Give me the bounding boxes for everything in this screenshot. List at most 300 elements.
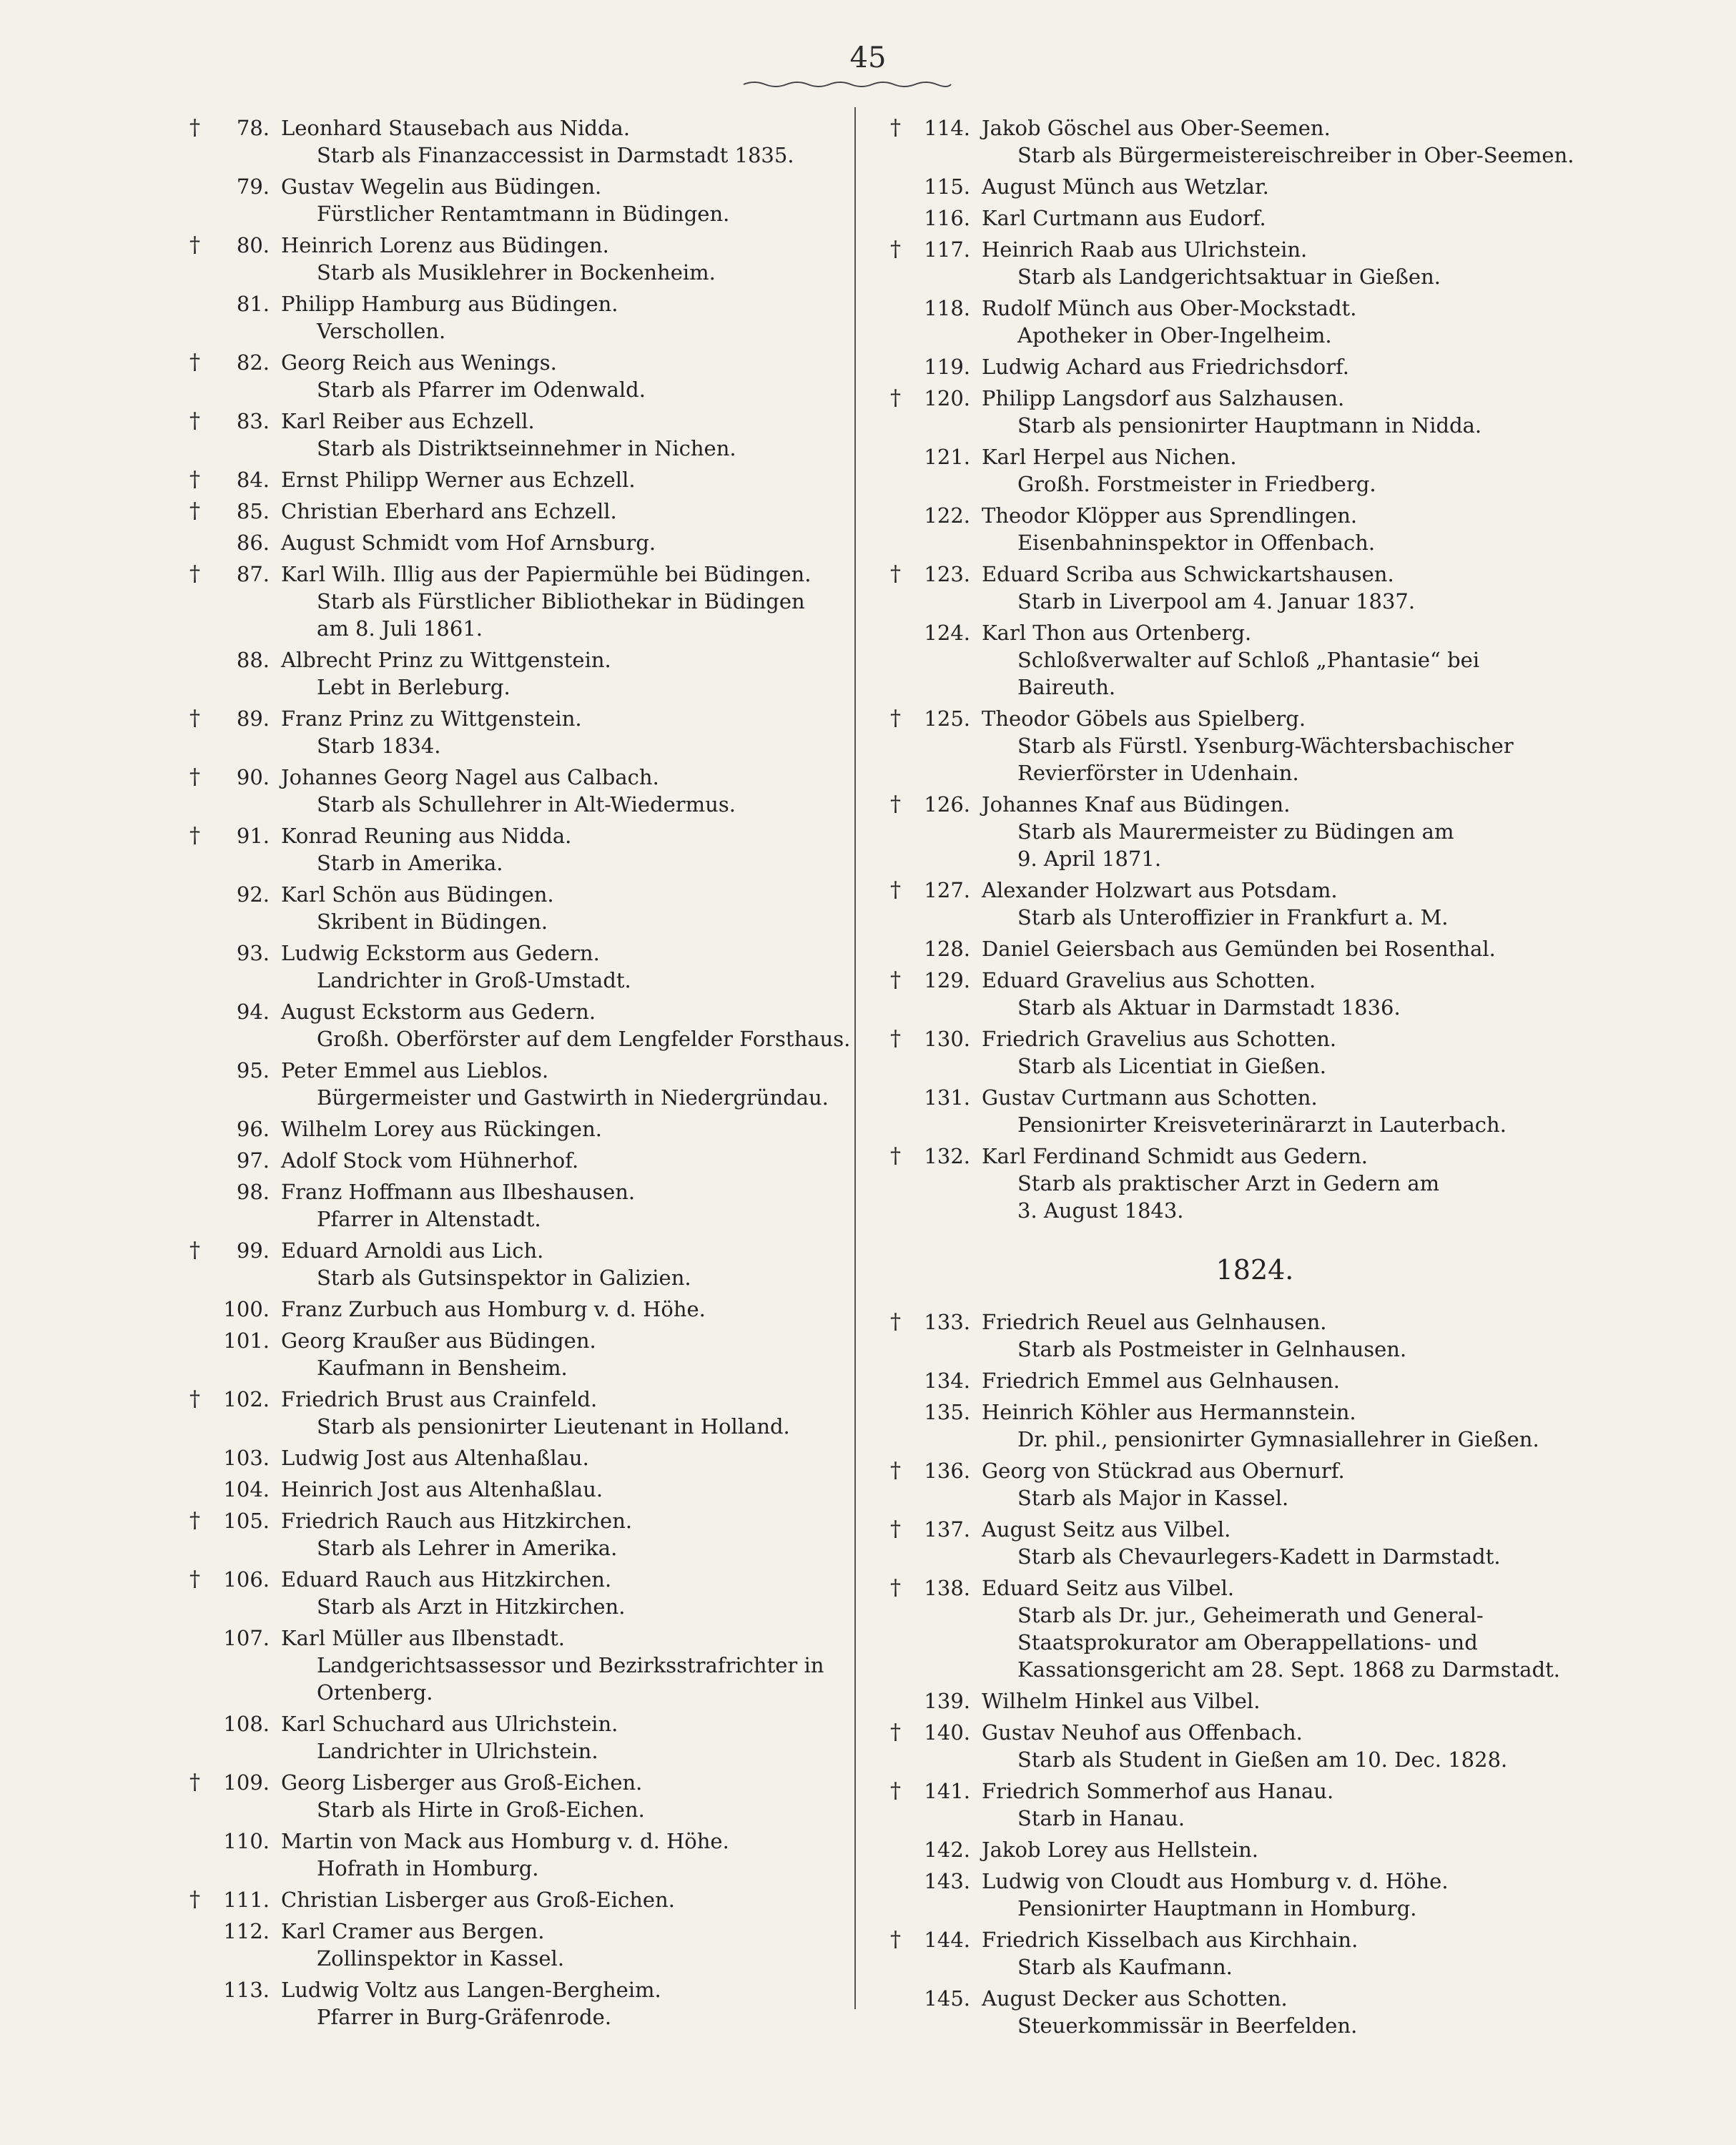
deceased-dagger-mark: †: [890, 237, 901, 262]
entry-name: Rudolf Münch aus Ober-Mockstadt.: [982, 296, 1357, 320]
entry-number: 121.: [924, 445, 970, 469]
entry-number: 111.: [223, 1888, 270, 1912]
entry-detail: 9. April 1871.: [1017, 847, 1162, 871]
entry-name: Friedrich Brust aus Crainfeld.: [281, 1387, 598, 1411]
list-entry: [189, 1886, 833, 1913]
entry-number: 134.: [924, 1369, 970, 1393]
entry-detail: Starb als Kaufmann.: [1017, 1955, 1233, 1979]
entry-number: 101.: [223, 1328, 270, 1353]
page-number: 45: [849, 41, 887, 74]
deceased-dagger-mark: †: [189, 408, 200, 433]
entry-name: Heinrich Raab aus Ulrichstein.: [982, 237, 1308, 262]
entry-name: August Schmidt vom Hof Arnsburg.: [281, 531, 656, 555]
entry-name: Daniel Geiersbach aus Gemünden bei Rosenthal.: [982, 937, 1496, 961]
entry-detail: Starb als Licentiat in Gießen.: [1017, 1054, 1327, 1078]
entry-detail: Starb als Musiklehrer in Bockenheim.: [317, 260, 716, 285]
list-entry: [890, 967, 1534, 1021]
right-column: [890, 114, 1574, 2043]
entry-name: Friedrich Gravelius aus Schotten.: [982, 1027, 1337, 1051]
entry-name: Karl Curtmann aus Eudorf.: [982, 206, 1266, 230]
deceased-dagger-mark: †: [189, 350, 200, 375]
entry-name: August Seitz aus Vilbel.: [982, 1517, 1231, 1542]
list-entry: [890, 1926, 1534, 1981]
entry-number: 86.: [236, 531, 270, 555]
entry-number: 89.: [236, 706, 270, 731]
entry-number: 106.: [223, 1567, 270, 1592]
list-entry: [890, 619, 1534, 701]
entry-detail: Starb als Student in Gießen am 10. Dec. 1828.: [1017, 1747, 1508, 1772]
entry-detail: Starb in Hanau.: [1017, 1806, 1185, 1830]
deceased-dagger-mark: †: [189, 1508, 200, 1533]
entry-name: Alexander Holzwart aus Potsdam.: [982, 878, 1338, 902]
entry-detail: Bürgermeister und Gastwirth in Niedergründau.: [317, 1085, 829, 1110]
right-column-1824-entries: [890, 1308, 1560, 2039]
list-entry: [189, 705, 833, 759]
entry-name: Heinrich Jost aus Altenhaßlau.: [281, 1477, 603, 1502]
entry-name: Georg Lisberger aus Groß-Eichen.: [281, 1770, 643, 1795]
entry-number: 132.: [924, 1144, 970, 1168]
deceased-dagger-mark: †: [189, 764, 200, 789]
entry-detail: Zollinspektor in Kassel.: [317, 1946, 565, 1971]
entry-detail: Großh. Oberförster auf dem Lengfelder Forsthaus.: [317, 1027, 851, 1051]
entry-detail: Starb als Major in Kassel.: [1017, 1486, 1289, 1510]
entry-name: Johannes Knaf aus Büdingen.: [982, 792, 1291, 817]
deceased-dagger-mark: †: [189, 1887, 200, 1912]
entry-detail: Starb als Fürstl. Ysenburg-Wächtersbachischer: [1017, 734, 1514, 758]
entry-detail: Pensionirter Hauptmann in Homburg.: [1017, 1896, 1417, 1920]
entry-detail: Starb als Gutsinspektor in Galizien.: [317, 1266, 691, 1290]
list-entry: [890, 705, 1534, 786]
entry-number: 133.: [924, 1310, 970, 1334]
entry-name: Karl Müller aus Ilbenstadt.: [281, 1626, 565, 1650]
deceased-dagger-mark: †: [189, 1770, 200, 1795]
entry-detail: Pfarrer in Burg-Gräfenrode.: [317, 2005, 612, 2029]
entry-detail: Hofrath in Homburg.: [317, 1856, 539, 1880]
entry-detail: Pensionirter Kreisveterinärarzt in Lauterbach.: [1017, 1113, 1506, 1137]
list-entry: [189, 646, 833, 701]
entry-name: Philipp Hamburg aus Büdingen.: [281, 292, 618, 316]
list-entry: [890, 502, 1534, 556]
entry-detail: Ortenberg.: [317, 1680, 433, 1705]
entry-number: 97.: [236, 1148, 270, 1173]
list-entry: [189, 1476, 833, 1503]
list-entry: [189, 1115, 833, 1143]
entry-number: 80.: [236, 233, 270, 257]
entry-number: 120.: [924, 386, 970, 410]
entry-name: Jakob Lorey aus Hellstein.: [982, 1838, 1259, 1862]
entry-detail: Verschollen.: [317, 319, 446, 343]
list-entry: [189, 1147, 833, 1174]
entry-number: 138.: [924, 1576, 970, 1600]
entry-name: Wilhelm Lorey aus Rückingen.: [281, 1117, 602, 1141]
entry-number: 143.: [924, 1869, 970, 1893]
entry-detail: Dr. phil., pensionirter Gymnasiallehrer in Gießen.: [1017, 1427, 1539, 1451]
entry-number: 84.: [236, 468, 270, 492]
entry-name: Eduard Gravelius aus Schotten.: [982, 968, 1316, 992]
deceased-dagger-mark: †: [890, 1778, 901, 1803]
list-entry: [189, 232, 833, 286]
entry-number: 87.: [236, 562, 270, 586]
list-entry: [189, 529, 833, 556]
entry-name: Martin von Mack aus Homburg v. d. Höhe.: [281, 1829, 729, 1853]
list-entry: [890, 1516, 1534, 1570]
entry-name: Leonhard Stausebach aus Nidda.: [281, 116, 631, 140]
entry-number: 130.: [924, 1027, 970, 1051]
list-entry: [189, 561, 833, 642]
list-entry: [189, 1769, 833, 1823]
list-entry: [890, 204, 1534, 232]
entry-number: 94.: [236, 1000, 270, 1024]
left-column: [189, 114, 851, 2035]
entry-detail: Starb als Lehrer in Amerika.: [317, 1536, 618, 1560]
entry-detail: Pfarrer in Altenstadt.: [317, 1207, 541, 1231]
entry-detail: Skribent in Büdingen.: [317, 909, 548, 934]
list-entry: [189, 1327, 833, 1381]
entry-number: 136.: [924, 1459, 970, 1483]
entry-number: 122.: [924, 503, 970, 528]
entry-detail: Revierförster in Udenhain.: [1017, 761, 1299, 785]
entry-detail: Eisenbahninspektor in Offenbach.: [1017, 531, 1376, 555]
entry-name: Karl Reiber aus Echzell.: [281, 409, 535, 433]
list-entry: [189, 114, 833, 169]
entry-number: 139.: [924, 1689, 970, 1713]
entry-detail: 3. August 1843.: [1017, 1198, 1184, 1223]
list-entry: [890, 385, 1534, 439]
entry-name: Philipp Langsdorf aus Salzhausen.: [982, 386, 1345, 410]
list-entry: [189, 1237, 833, 1291]
entry-number: 90.: [236, 765, 270, 789]
entry-number: 114.: [924, 116, 970, 140]
deceased-dagger-mark: †: [189, 115, 200, 140]
list-entry: [189, 822, 833, 877]
list-entry: [189, 1976, 833, 2031]
entry-number: 98.: [236, 1180, 270, 1204]
entry-number: 125.: [924, 706, 970, 731]
entry-name: Eduard Rauch aus Hitzkirchen.: [281, 1567, 612, 1592]
entry-detail: Lebt in Berleburg.: [317, 675, 511, 699]
entry-name: Karl Herpel aus Nichen.: [982, 445, 1237, 469]
deceased-dagger-mark: †: [890, 1575, 901, 1600]
entry-name: Karl Cramer aus Bergen.: [281, 1919, 545, 1943]
entry-name: Franz Prinz zu Wittgenstein.: [281, 706, 582, 731]
list-entry: [890, 1143, 1534, 1224]
list-entry: [189, 940, 833, 994]
entry-number: 142.: [924, 1838, 970, 1862]
list-entry: [189, 1444, 833, 1471]
entry-name: Eduard Seitz aus Vilbel.: [982, 1576, 1235, 1600]
list-entry: [189, 1178, 833, 1233]
entry-detail: Starb als Fürstlicher Bibliothekar in Büdingen: [317, 589, 805, 613]
entry-number: 135.: [924, 1400, 970, 1424]
entry-detail: Starb als praktischer Arzt in Gedern am: [1017, 1171, 1440, 1195]
list-entry: [890, 1457, 1534, 1512]
list-entry: [890, 791, 1534, 872]
entry-name: Christian Lisberger aus Groß-Eichen.: [281, 1888, 675, 1912]
list-entry: [890, 353, 1534, 380]
deceased-dagger-mark: †: [189, 1238, 200, 1263]
entry-number: 140.: [924, 1720, 970, 1745]
entry-number: 144.: [924, 1928, 970, 1952]
list-entry: [890, 443, 1534, 498]
entry-name: Ludwig Voltz aus Langen-Bergheim.: [281, 1978, 661, 2002]
entry-name: Karl Thon aus Ortenberg.: [982, 621, 1252, 645]
entry-name: Friedrich Reuel aus Gelnhausen.: [982, 1310, 1327, 1334]
list-entry: [890, 1836, 1534, 1863]
entry-number: 104.: [223, 1477, 270, 1502]
list-entry: [189, 498, 833, 525]
entry-detail: Starb als pensionirter Lieutenant in Holland.: [317, 1414, 790, 1439]
entry-detail: Kassationsgericht am 28. Sept. 1868 zu Darmstadt.: [1017, 1657, 1560, 1682]
entry-number: 81.: [236, 292, 270, 316]
list-entry: [890, 173, 1534, 200]
list-entry: [189, 290, 833, 345]
entry-detail: Starb als Unteroffizier in Frankfurt a. M.: [1017, 905, 1449, 930]
entry-detail: Baireuth.: [1017, 675, 1116, 699]
entry-detail: Starb als Chevaurlegers-Kadett in Darmstadt.: [1017, 1544, 1501, 1569]
entry-number: 124.: [924, 621, 970, 645]
entry-name: Georg von Stückrad aus Obernurf.: [982, 1459, 1345, 1483]
list-entry: [890, 114, 1574, 169]
entry-detail: Starb als Maurermeister zu Büdingen am: [1017, 819, 1454, 844]
entry-detail: Starb als Hirte in Groß-Eichen.: [317, 1798, 645, 1822]
entry-detail: Starb als Arzt in Hitzkirchen.: [317, 1594, 626, 1619]
entry-detail: Kaufmann in Bensheim.: [317, 1356, 568, 1380]
list-entry: [189, 1710, 833, 1765]
list-entry: [890, 1025, 1534, 1080]
entry-number: 103.: [223, 1446, 270, 1470]
entry-name: Friedrich Rauch aus Hitzkirchen.: [281, 1509, 633, 1533]
entry-number: 128.: [924, 937, 970, 961]
entry-detail: Fürstlicher Rentamtmann in Büdingen.: [317, 202, 730, 226]
entry-name: Ludwig Eckstorm aus Gedern.: [281, 941, 600, 965]
entry-name: Karl Wilh. Illig aus der Papiermühle bei Büdingen.: [281, 562, 812, 586]
entry-name: Konrad Reuning aus Nidda.: [281, 824, 572, 848]
list-entry: [890, 1719, 1534, 1773]
entry-name: Georg Kraußer aus Büdingen.: [281, 1328, 596, 1353]
list-entry: [189, 1624, 833, 1706]
entry-name: Ludwig Jost aus Altenhaßlau.: [281, 1446, 589, 1470]
entry-number: 108.: [223, 1712, 270, 1736]
entry-detail: Starb in Amerika.: [317, 851, 503, 875]
entry-number: 115.: [924, 174, 970, 199]
entry-name: Gustav Curtmann aus Schotten.: [982, 1085, 1318, 1110]
entry-number: 107.: [223, 1626, 270, 1650]
deceased-dagger-mark: †: [890, 115, 901, 140]
entry-name: Adolf Stock vom Hühnerhof.: [281, 1148, 579, 1173]
entry-name: Theodor Göbels aus Spielberg.: [982, 706, 1306, 731]
entry-number: 145.: [924, 1986, 970, 2011]
entry-number: 116.: [924, 206, 970, 230]
list-entry: [189, 1296, 833, 1323]
list-entry: [189, 408, 833, 462]
list-entry: [189, 1918, 833, 1972]
entry-number: 82.: [236, 350, 270, 375]
list-entry: [189, 466, 833, 493]
list-entry: [189, 764, 833, 818]
list-entry: [890, 1084, 1534, 1138]
entry-number: 99.: [236, 1238, 270, 1263]
entry-number: 83.: [236, 409, 270, 433]
entry-detail: Starb als pensionirter Hauptmann in Nidda.: [1017, 413, 1482, 438]
entry-number: 105.: [223, 1509, 270, 1533]
entry-number: 93.: [236, 941, 270, 965]
entry-number: 110.: [223, 1829, 270, 1853]
entry-detail: Starb als Postmeister in Gelnhausen.: [1017, 1337, 1407, 1361]
entry-number: 102.: [223, 1387, 270, 1411]
entry-name: Ludwig von Cloudt aus Homburg v. d. Höhe.: [982, 1869, 1449, 1893]
entry-name: Karl Schön aus Büdingen.: [281, 882, 554, 907]
deceased-dagger-mark: †: [890, 561, 901, 586]
entry-detail: Steuerkommissär in Beerfelden.: [1017, 2013, 1358, 2038]
deceased-dagger-mark: †: [189, 467, 200, 492]
list-entry: [890, 1367, 1534, 1394]
list-entry: [890, 1399, 1539, 1453]
entry-number: 91.: [236, 824, 270, 848]
decorative-rule: [740, 79, 955, 90]
entry-name: Friedrich Kisselbach aus Kirchhain.: [982, 1928, 1358, 1952]
entry-number: 79.: [236, 174, 270, 199]
deceased-dagger-mark: †: [890, 1309, 901, 1334]
entry-number: 118.: [924, 296, 970, 320]
deceased-dagger-mark: †: [890, 967, 901, 992]
entry-detail: Landrichter in Groß-Umstadt.: [317, 968, 631, 992]
deceased-dagger-mark: †: [890, 1143, 901, 1168]
list-entry: [189, 1507, 833, 1562]
entry-detail: Schloßverwalter auf Schloß „Phantasie“ bei: [1017, 648, 1480, 672]
list-entry: [189, 1828, 833, 1882]
entry-number: 117.: [924, 237, 970, 262]
deceased-dagger-mark: †: [189, 232, 200, 257]
entry-name: Karl Schuchard aus Ulrichstein.: [281, 1712, 618, 1736]
deceased-dagger-mark: †: [189, 561, 200, 586]
entry-name: August Decker aus Schotten.: [982, 1986, 1288, 2011]
entry-detail: Starb als Distriktseinnehmer in Nichen.: [317, 436, 736, 460]
entry-name: August Münch aus Wetzlar.: [982, 174, 1269, 199]
list-entry: [189, 1386, 833, 1440]
entry-number: 92.: [236, 882, 270, 907]
entry-number: 85.: [236, 499, 270, 523]
list-entry: [189, 881, 833, 935]
entry-number: 96.: [236, 1117, 270, 1141]
list-entry: [890, 1687, 1534, 1715]
entry-name: Albrecht Prinz zu Wittgenstein.: [281, 648, 611, 672]
entry-number: 119.: [924, 355, 970, 379]
column-divider: [854, 107, 856, 2009]
entry-number: 126.: [924, 792, 970, 817]
entry-number: 141.: [924, 1779, 970, 1803]
deceased-dagger-mark: †: [890, 1927, 901, 1952]
entry-name: Heinrich Köhler aus Hermannstein.: [982, 1400, 1356, 1424]
entry-name: Karl Ferdinand Schmidt aus Gedern.: [982, 1144, 1368, 1168]
deceased-dagger-mark: †: [189, 1386, 200, 1411]
entry-detail: Starb in Liverpool am 4. Januar 1837.: [1017, 589, 1416, 613]
entry-number: 131.: [924, 1085, 970, 1110]
entry-name: August Eckstorm aus Gedern.: [281, 1000, 596, 1024]
list-entry: [890, 1985, 1534, 2039]
entry-detail: Starb als Bürgermeistereischreiber in Ober-Seemen.: [1017, 143, 1574, 167]
list-entry: [189, 1566, 833, 1620]
entry-detail: Starb als Finanzaccessist in Darmstadt 1835.: [317, 143, 794, 167]
entry-name: Gustav Wegelin aus Büdingen.: [281, 174, 602, 199]
list-entry: [890, 1308, 1534, 1363]
deceased-dagger-mark: †: [890, 792, 901, 817]
deceased-dagger-mark: †: [189, 823, 200, 848]
deceased-dagger-mark: †: [189, 706, 200, 731]
list-entry: [890, 935, 1534, 962]
entry-detail: Apotheker in Ober-Ingelheim.: [1017, 323, 1332, 347]
entry-detail: Landgerichtsassessor und Bezirksstrafrichter in: [317, 1653, 824, 1677]
entry-number: 100.: [223, 1297, 270, 1321]
entry-number: 95.: [236, 1058, 270, 1083]
deceased-dagger-mark: †: [189, 498, 200, 523]
deceased-dagger-mark: †: [189, 1567, 200, 1592]
deceased-dagger-mark: †: [890, 877, 901, 902]
entry-name: Georg Reich aus Wenings.: [281, 350, 557, 375]
entry-name: Wilhelm Hinkel aus Vilbel.: [982, 1689, 1261, 1713]
entry-detail: Starb als Dr. jur., Geheimerath und General-: [1017, 1603, 1484, 1627]
entry-number: 112.: [223, 1919, 270, 1943]
entry-name: Theodor Klöpper aus Sprendlingen.: [982, 503, 1358, 528]
list-entry: [189, 998, 851, 1052]
right-column-entries: [890, 114, 1574, 1224]
list-entry: [890, 236, 1534, 290]
entry-number: 127.: [924, 878, 970, 902]
list-entry: [890, 1574, 1560, 1683]
list-entry: [890, 561, 1534, 615]
entry-number: 129.: [924, 968, 970, 992]
entry-name: Christian Eberhard ans Echzell.: [281, 499, 617, 523]
year-heading: 1824.: [1215, 1254, 1294, 1286]
list-entry: [189, 349, 833, 403]
deceased-dagger-mark: †: [890, 1720, 901, 1745]
list-entry: [890, 877, 1534, 931]
entry-detail: Starb als Schullehrer in Alt-Wiedermus.: [317, 792, 736, 817]
entry-name: Peter Emmel aus Lieblos.: [281, 1058, 549, 1083]
deceased-dagger-mark: †: [890, 1458, 901, 1483]
entry-detail: Landrichter in Ulrichstein.: [317, 1739, 598, 1763]
deceased-dagger-mark: †: [890, 1026, 901, 1051]
entry-name: Johannes Georg Nagel aus Calbach.: [281, 765, 659, 789]
list-entry: [189, 1057, 833, 1111]
entry-number: 137.: [924, 1517, 970, 1542]
entry-name: Eduard Scriba aus Schwickartshausen.: [982, 562, 1394, 586]
entry-name: Franz Zurbuch aus Homburg v. d. Höhe.: [281, 1297, 706, 1321]
entry-detail: Starb als Pfarrer im Odenwald.: [317, 378, 646, 402]
entry-name: Friedrich Emmel aus Gelnhausen.: [982, 1369, 1341, 1393]
entry-number: 113.: [223, 1978, 270, 2002]
entry-name: Eduard Arnoldi aus Lich.: [281, 1238, 544, 1263]
entry-detail: am 8. Juli 1861.: [317, 616, 483, 641]
entry-number: 123.: [924, 562, 970, 586]
entry-detail: Großh. Forstmeister in Friedberg.: [1017, 472, 1376, 496]
entry-detail: Starb 1834.: [317, 734, 441, 758]
entry-detail: Starb als Landgerichtsaktuar in Gießen.: [1017, 265, 1441, 289]
entry-name: Ernst Philipp Werner aus Echzell.: [281, 468, 636, 492]
entry-name: Jakob Göschel aus Ober-Seemen.: [982, 116, 1331, 140]
entry-name: Friedrich Sommerhof aus Hanau.: [982, 1779, 1334, 1803]
entry-number: 88.: [236, 648, 270, 672]
deceased-dagger-mark: †: [890, 706, 901, 731]
entry-detail: Staatsprokurator am Oberappellations- und: [1017, 1630, 1478, 1655]
list-entry: [189, 173, 833, 227]
entry-name: Heinrich Lorenz aus Büdingen.: [281, 233, 609, 257]
entry-number: 78.: [236, 116, 270, 140]
entry-name: Franz Hoffmann aus Ilbeshausen.: [281, 1180, 636, 1204]
entry-detail: Starb als Aktuar in Darmstadt 1836.: [1017, 995, 1401, 1020]
entry-name: Gustav Neuhof aus Offenbach.: [982, 1720, 1303, 1745]
deceased-dagger-mark: †: [890, 385, 901, 410]
list-entry: [890, 1777, 1534, 1832]
